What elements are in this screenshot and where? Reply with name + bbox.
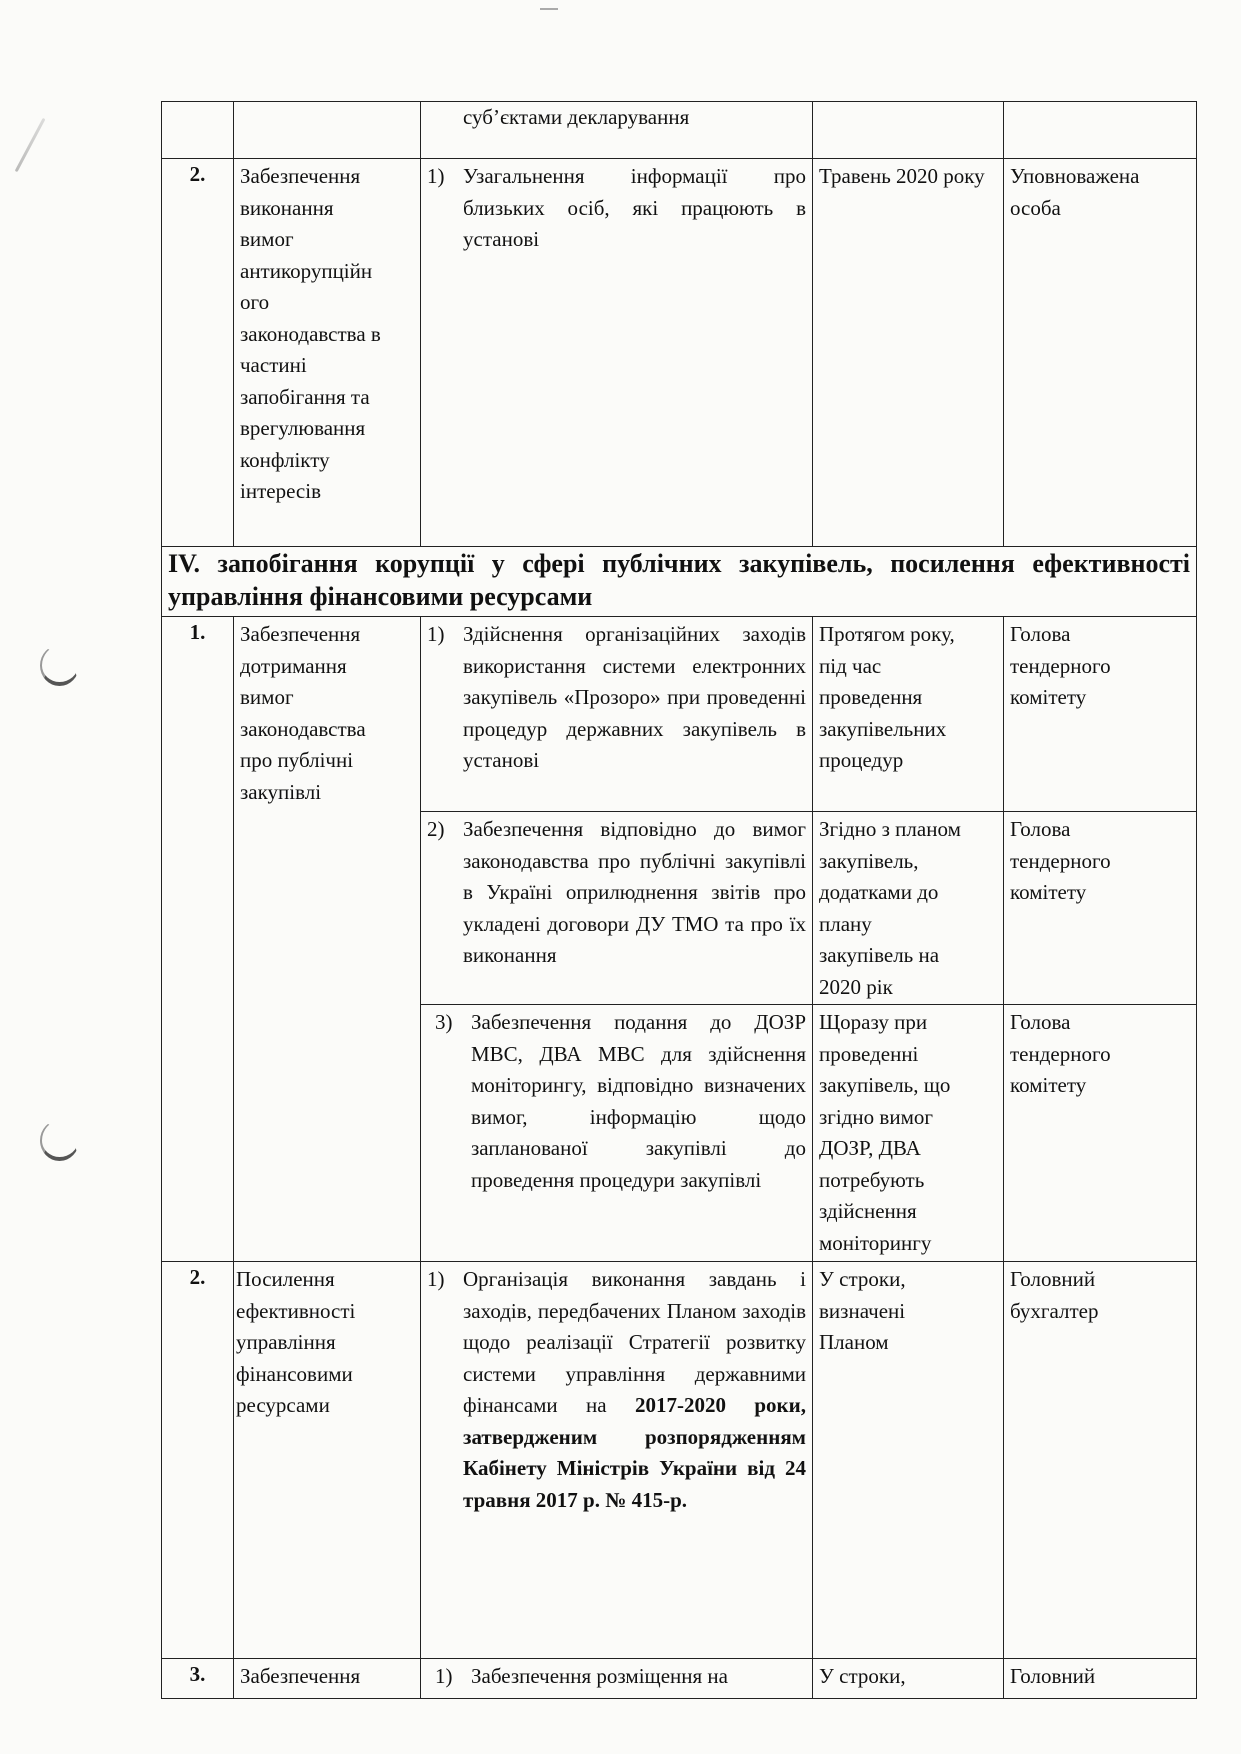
- responsible-text: Головний: [1010, 1664, 1096, 1688]
- responsible-line: тендерного: [1010, 1041, 1111, 1066]
- cell-task: [234, 1262, 421, 1659]
- task-line: управління: [236, 1330, 336, 1354]
- term-line: додатками до: [819, 880, 939, 904]
- measure-item: [427, 1007, 806, 1196]
- term-line: Щоразу при: [819, 1010, 928, 1034]
- term-line: процедур: [819, 748, 904, 772]
- term-line: здійснення: [819, 1199, 917, 1223]
- measure-item: [427, 1661, 806, 1693]
- task-line: ефективності: [236, 1298, 356, 1323]
- cell-number: [162, 102, 234, 159]
- measure-text-bold: 2017-2020 роки, затвердженим розпорядженням Кабінету Міністрів України від 24 травня 2017 р. № 415-р.: [463, 1393, 807, 1512]
- measure-item: [427, 619, 806, 777]
- cell-number: [162, 617, 234, 1262]
- cell-responsible: [1004, 1659, 1197, 1699]
- cell-measure: [421, 1005, 813, 1262]
- task-line: антикорупційн: [240, 258, 373, 283]
- cell-term: [813, 159, 1004, 547]
- task-line: Забезпечення: [240, 622, 361, 646]
- responsible-line: комітету: [1010, 685, 1087, 709]
- measure-item: [427, 1264, 806, 1516]
- task-line: конфлікту: [240, 447, 330, 472]
- responsible-line: Голова: [1010, 622, 1071, 646]
- section-row: [162, 547, 1197, 617]
- measure-text: Забезпечення подання до ДОЗР МВС, ДВА МВС для здійснення моніторингу, відповідно визначених вимог, інформацію щодо запланованої закупівлі до проведення процедури закупівлі: [471, 1010, 806, 1192]
- task-line: законодавства: [240, 716, 366, 741]
- measure-text: Узагальнення інформації про близьких осіб, які працюють в установі: [463, 164, 806, 251]
- cell-term: [813, 617, 1004, 812]
- cell-measure: [421, 812, 813, 1005]
- measure-text: Забезпечення відповідно до вимог законодавства про публічні закупівлі в Україні оприлюднення звітів про укладені договори ДУ ТМО та про їх виконання: [463, 817, 806, 967]
- task-line: вимог: [240, 227, 294, 251]
- cell-responsible: [1004, 617, 1197, 812]
- measure-item: [427, 814, 806, 972]
- cell-measure: [421, 159, 813, 547]
- responsible-line: Голова: [1010, 1010, 1071, 1034]
- responsible-line: комітету: [1010, 1073, 1087, 1097]
- measure-text: [463, 1264, 806, 1516]
- term-line: закупівель,: [819, 848, 919, 873]
- term-line: 2020 рік: [819, 974, 893, 999]
- cell-measure: [421, 102, 813, 159]
- task-line: інтересів: [240, 479, 321, 503]
- term-line: згідно вимог: [819, 1104, 933, 1129]
- table-row: [162, 1262, 1197, 1659]
- term-line: У строки,: [819, 1267, 906, 1291]
- term-line: моніторингу: [819, 1230, 932, 1255]
- responsible-line: комітету: [1010, 880, 1087, 904]
- cell-responsible: [1004, 812, 1197, 1005]
- term-line: Протягом року,: [819, 622, 955, 646]
- scan-scratch-mark: [15, 118, 46, 172]
- row-number: 3.: [189, 1662, 206, 1686]
- cell-measure: [421, 1262, 813, 1659]
- cell-measure: [421, 617, 813, 812]
- measure-number: 1): [427, 622, 445, 646]
- term-line: закупівель на: [819, 943, 940, 967]
- cell-number: [162, 1659, 234, 1699]
- measure-number: 1): [435, 1664, 453, 1688]
- term-line: під час: [819, 653, 882, 678]
- task-line: дотримання: [240, 653, 347, 678]
- term-line: проведення: [819, 685, 923, 709]
- punch-hole: [40, 645, 79, 686]
- task-line: ого: [240, 290, 270, 314]
- task-line: закупівлі: [240, 779, 322, 804]
- cell-responsible: [1004, 1262, 1197, 1659]
- cell-task: [234, 617, 421, 1262]
- term-line: визначені: [819, 1298, 906, 1323]
- responsible-line: тендерного: [1010, 848, 1111, 873]
- responsible-line: Голова: [1010, 817, 1071, 841]
- cell-responsible: [1004, 102, 1197, 159]
- term-line: Планом: [819, 1330, 889, 1354]
- responsible-line: Головний: [1010, 1267, 1096, 1291]
- task-line: Забезпечення: [240, 164, 361, 188]
- task-line: запобігання та: [240, 384, 370, 409]
- cell-number: [162, 159, 234, 547]
- cell-term: [813, 1262, 1004, 1659]
- term-line: проведенні: [819, 1041, 919, 1066]
- term-line: Згідно з планом: [819, 817, 961, 841]
- cell-term: [813, 1659, 1004, 1699]
- row-number: 2.: [189, 162, 206, 186]
- task-line: Посилення: [236, 1267, 335, 1291]
- term-text: У строки,: [819, 1664, 906, 1688]
- task-line: частині: [240, 353, 307, 377]
- cell-responsible: [1004, 159, 1197, 547]
- task-line: врегулювання: [240, 416, 366, 440]
- task-line: виконання: [240, 195, 334, 220]
- section-title: IV. запобігання корупції у сфері публічних закупівель, посилення ефективності управління фінансовими ресурсами: [162, 547, 1197, 617]
- term-text: Травень 2020 року: [819, 164, 985, 188]
- measure-text: Здійснення організаційних заходів використання системи електронних закупівель «Прозоро» при проведенні процедур державних закупівель в установі: [463, 622, 806, 772]
- cell-task: [234, 1659, 421, 1699]
- scan-mark: [540, 8, 558, 10]
- responsible-line: бухгалтер: [1010, 1298, 1099, 1323]
- task-text: Забезпечення: [240, 1664, 361, 1688]
- term-line: плану: [819, 911, 872, 936]
- cell-responsible: [1004, 1005, 1197, 1262]
- table-row: [162, 159, 1197, 547]
- cell-term: [813, 1005, 1004, 1262]
- measure-number: 1): [427, 1267, 445, 1291]
- cell-measure: [421, 1659, 813, 1699]
- measure-text-plain: Організація виконання завдань і заходів, передбачених Планом заходів щодо реалізації Стратегії розвитку системи управління державними фінансами на: [463, 1267, 806, 1417]
- measure-item: [427, 161, 806, 256]
- task-line: законодавства в: [240, 321, 381, 346]
- term-line: ДОЗР, ДВА: [819, 1136, 921, 1160]
- task-line: вимог: [240, 685, 294, 709]
- measure-number: 1): [427, 164, 445, 188]
- row-number: 1.: [189, 620, 206, 644]
- measure-text: Забезпечення розміщення на: [471, 1664, 728, 1688]
- term-line: закупівель, що: [819, 1073, 951, 1097]
- measure-number: 3): [435, 1010, 453, 1034]
- punch-hole: [40, 1120, 79, 1161]
- measure-text: суб’єктами декларування: [463, 105, 690, 129]
- measure-number: 2): [427, 817, 445, 841]
- measures-table: [161, 101, 1197, 1699]
- cell-term: [813, 102, 1004, 159]
- cell-number: [162, 1262, 234, 1659]
- responsible-line: тендерного: [1010, 653, 1111, 678]
- table-row: [162, 617, 1197, 812]
- task-line: ресурсами: [236, 1393, 330, 1417]
- task-line: про публічні: [240, 748, 354, 772]
- row-number: 2.: [189, 1265, 206, 1289]
- cell-task: [234, 159, 421, 547]
- cell-task: [234, 102, 421, 159]
- term-line: закупівельних: [819, 716, 947, 741]
- table-row: [162, 1659, 1197, 1699]
- term-line: потребують: [819, 1167, 925, 1192]
- task-line: фінансовими: [236, 1361, 353, 1386]
- cell-term: [813, 812, 1004, 1005]
- table-row: [162, 102, 1197, 159]
- responsible-text: Уповноважена особа: [1010, 164, 1140, 220]
